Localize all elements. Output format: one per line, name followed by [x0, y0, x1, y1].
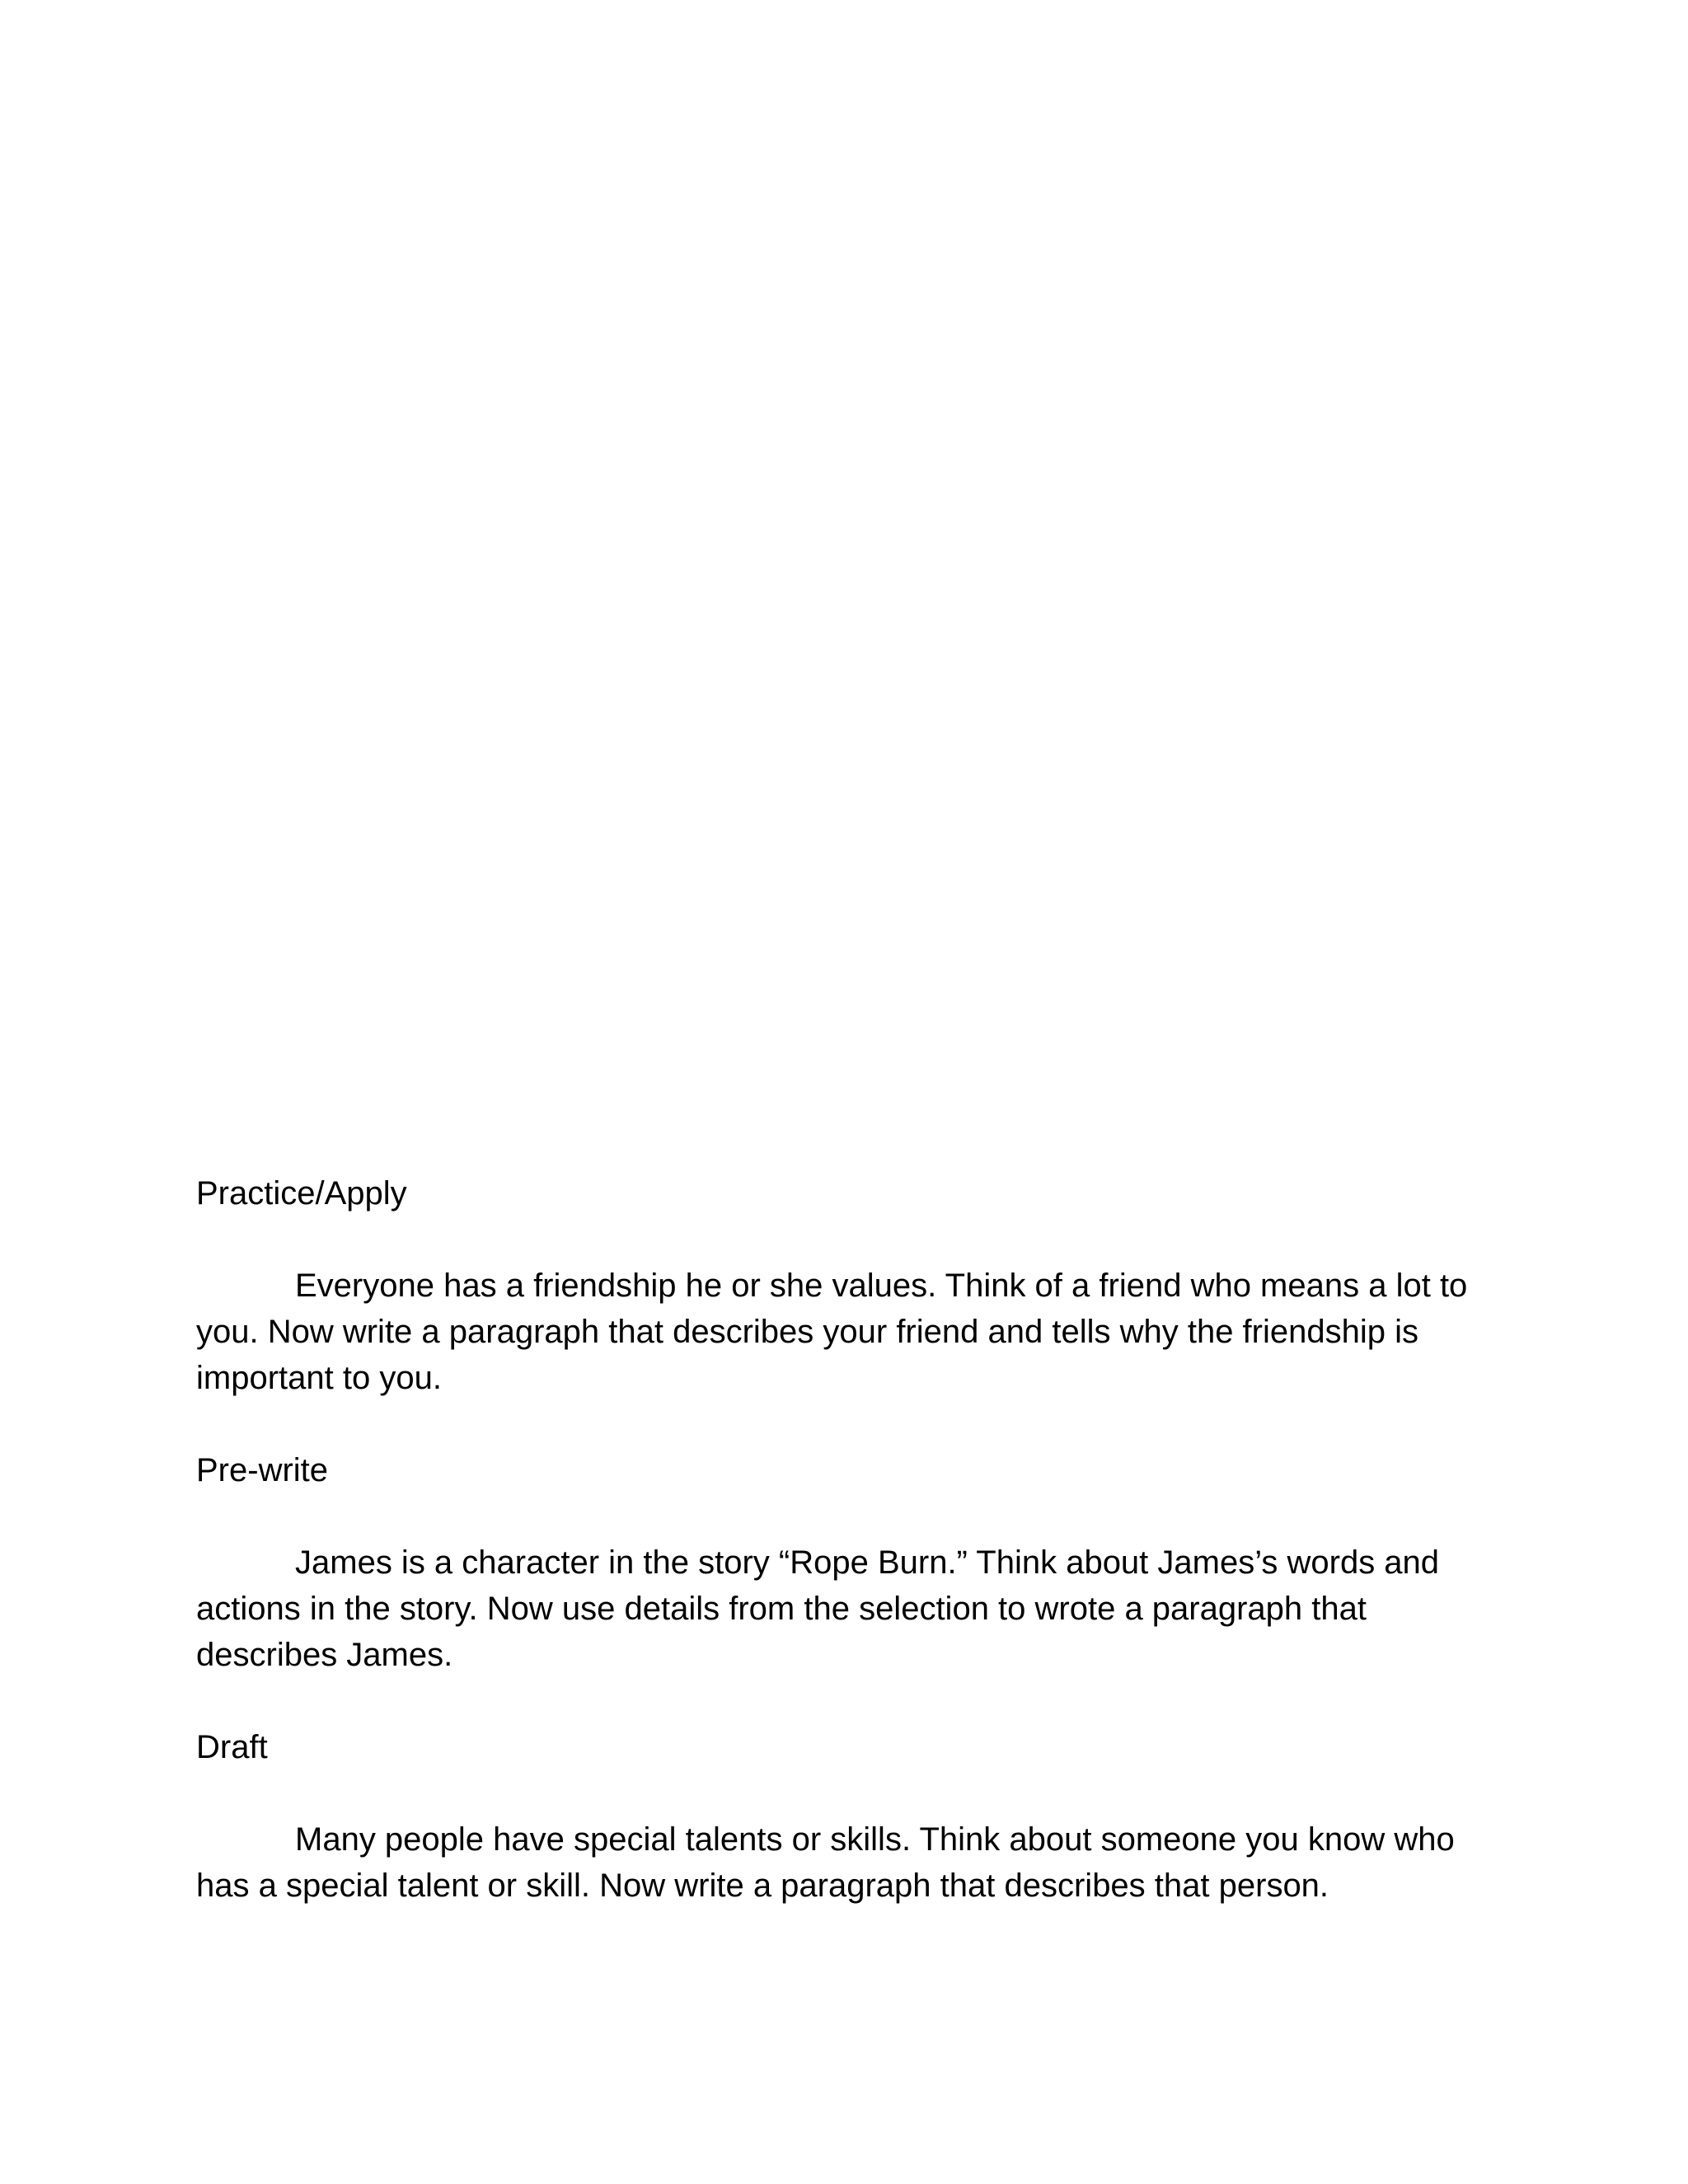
- spacer: [196, 1401, 1515, 1447]
- spacer: [196, 1216, 1515, 1263]
- spacer: [196, 1770, 1515, 1816]
- section-heading-practice-apply: Practice/Apply: [196, 1175, 407, 1212]
- section-paragraph-draft: Many people have special talents or skills. Think about someone you know who has a special talent or skill. Now write a paragraph that describes that person.: [196, 1821, 1455, 1904]
- section-heading-pre-write: Pre-write: [196, 1452, 329, 1488]
- spacer: [196, 1678, 1515, 1724]
- spacer: [196, 1493, 1515, 1540]
- section-paragraph-pre-write: James is a character in the story “Rope Burn.” Think about James’s words and actions in the story. Now use details from the selection to wrote a paragraph that describes James.: [196, 1544, 1440, 1673]
- document-content: [196, 1170, 1515, 1909]
- section-paragraph-practice-apply: Everyone has a friendship he or she values. Think of a friend who means a lot to you. Now write a paragraph that describes your friend and tells why the friendship is important to you.: [196, 1268, 1468, 1396]
- section-heading-draft: Draft: [196, 1729, 268, 1765]
